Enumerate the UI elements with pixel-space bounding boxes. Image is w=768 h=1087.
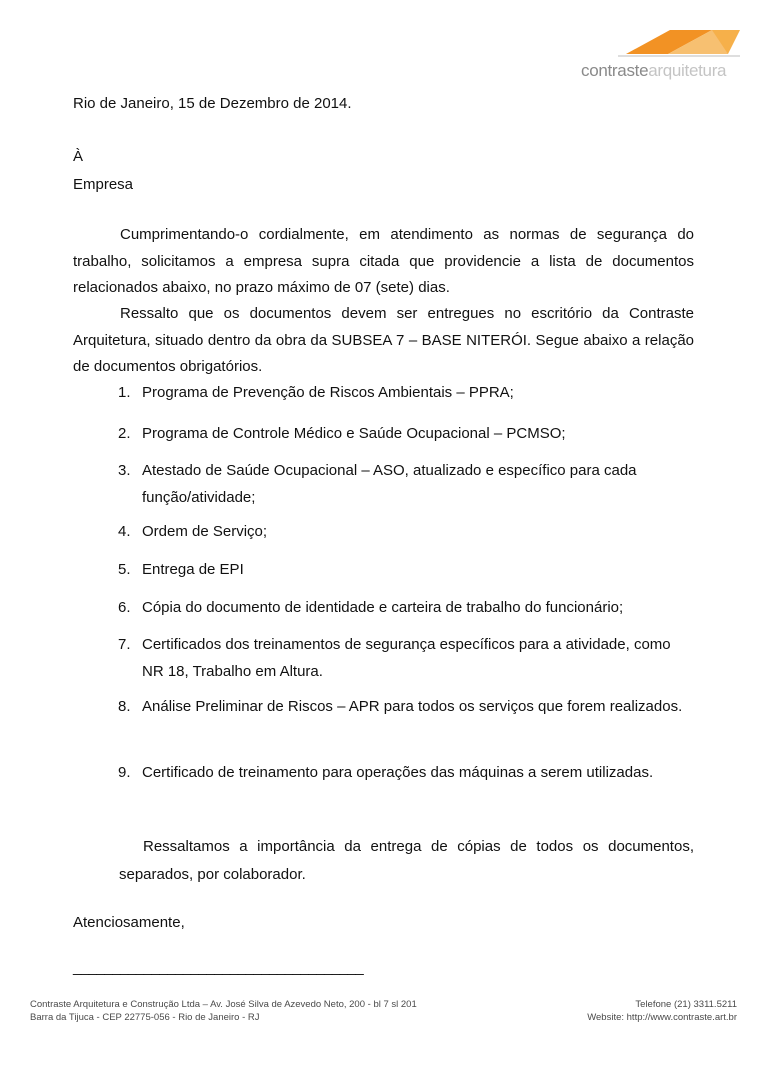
footer-address: Contraste Arquitetura e Construção Ltda – Av. José Silva de Azevedo Neto, 200 - bl 7 sl 201	[30, 999, 417, 1010]
intro-paragraph: Cumprimentando-o cordialmente, em atendimento as normas de segurança do trabalho, solicitamos a empresa supra citada que providencie a lista de documentos relacionados abaixo, no prazo máximo de 07 (sete) dias.	[73, 226, 694, 296]
footer-city: Barra da Tijuca - CEP 22775-056 - Rio de Janeiro - RJ	[30, 1012, 260, 1023]
footer-phone: Telefone (21) 3311.5211	[635, 999, 737, 1010]
regards: Atenciosamente,	[73, 914, 185, 931]
closing-paragraph: Ressaltamos a importância da entrega de cópias de todos os documentos, separados, por colaborador.	[119, 838, 694, 883]
recipient-salutation: À	[73, 148, 84, 165]
footer-website: Website: http://www.contraste.art.br	[587, 1012, 737, 1023]
logo-wordmark: contrastearquitetura	[581, 61, 727, 80]
company-logo	[578, 28, 740, 78]
letter-date: Rio de Janeiro, 15 de Dezembro de 2014.	[73, 95, 352, 112]
logo-mark-icon	[618, 28, 740, 60]
recipient-name: Empresa	[73, 176, 134, 193]
instruction-paragraph: Ressalto que os documentos devem ser entregues no escritório da Contraste Arquitetura, situado dentro da obra da SUBSEA 7 – BASE NITERÓI. Segue abaixo a relação de documentos obrigatórios.	[73, 305, 694, 375]
signature-line: _____________________________________	[73, 959, 364, 976]
